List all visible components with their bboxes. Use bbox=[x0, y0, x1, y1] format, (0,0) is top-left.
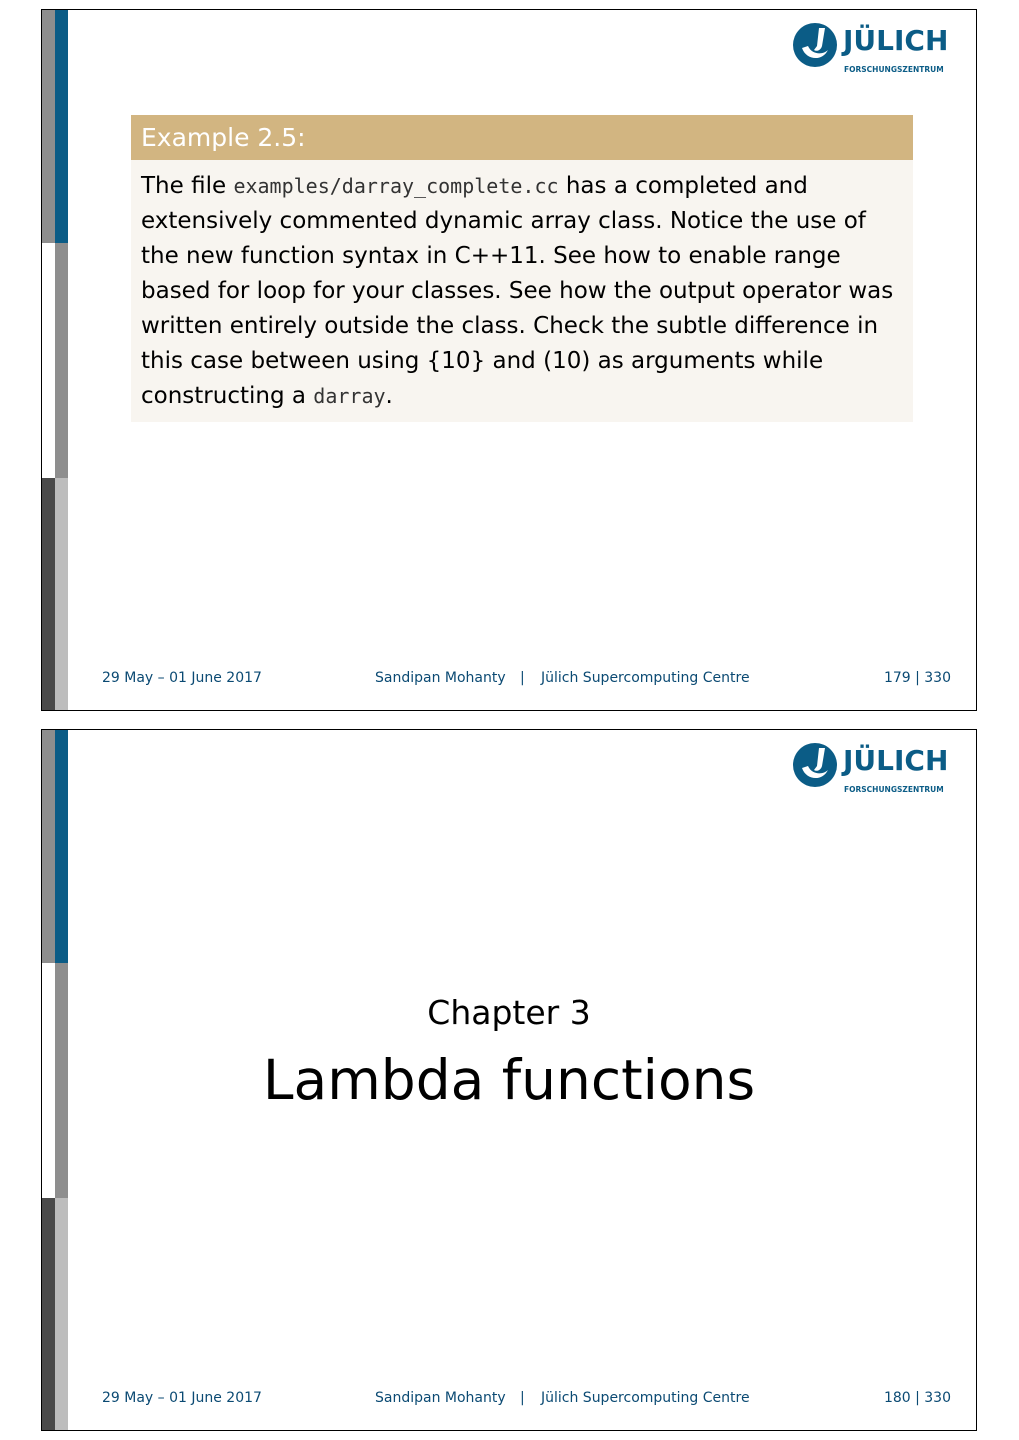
slide-footer bbox=[42, 670, 976, 690]
footer-institution: Jülich Supercomputing Centre bbox=[541, 670, 750, 686]
body-text: has a completed and extensively commented dynamic array class. Notice the use of the new function syntax in C++11. See how to enable range based for loop for your classes. See how the output operator was written entirely outside the class. Check the subtle difference in this case between using {10} and (10) as arguments while constructing a bbox=[141, 173, 894, 409]
footer-page-number: 180 | 330 bbox=[883, 1390, 951, 1406]
chapter-label: Chapter 3 bbox=[427, 993, 591, 1032]
code-class-name: darray bbox=[313, 384, 386, 408]
decorative-stripe-left bbox=[42, 10, 55, 710]
example-block bbox=[131, 115, 913, 422]
footer-date: 29 May – 01 June 2017 bbox=[102, 1390, 262, 1406]
example-block-title: Example 2.5: bbox=[131, 115, 913, 160]
julich-logo-icon bbox=[792, 742, 838, 788]
example-block-body bbox=[131, 160, 913, 422]
brand-subtitle: FORSCHUNGSZENTRUM bbox=[844, 785, 944, 794]
footer-author: Sandipan Mohanty bbox=[375, 1390, 506, 1406]
julich-logo-icon bbox=[792, 22, 838, 68]
body-text: . bbox=[385, 383, 393, 409]
chapter-title: Lambda functions bbox=[262, 1048, 756, 1112]
slide-179 bbox=[41, 9, 977, 711]
footer-page-number: 179 | 330 bbox=[883, 670, 951, 686]
decorative-stripe-right bbox=[55, 10, 68, 710]
code-filename: examples/darray_complete.cc bbox=[233, 174, 559, 198]
footer-separator: | bbox=[520, 670, 525, 686]
footer-institution: Jülich Supercomputing Centre bbox=[541, 1390, 750, 1406]
julich-logo bbox=[792, 22, 952, 74]
footer-author: Sandipan Mohanty bbox=[375, 670, 506, 686]
body-text: The file bbox=[141, 173, 234, 199]
julich-logo bbox=[792, 742, 952, 794]
slide-180 bbox=[41, 729, 977, 1431]
brand-name: JÜLICH bbox=[843, 744, 949, 777]
brand-name: JÜLICH bbox=[843, 24, 949, 57]
footer-date: 29 May – 01 June 2017 bbox=[102, 670, 262, 686]
slide-footer bbox=[42, 1390, 976, 1410]
brand-subtitle: FORSCHUNGSZENTRUM bbox=[844, 65, 944, 74]
footer-separator: | bbox=[520, 1390, 525, 1406]
